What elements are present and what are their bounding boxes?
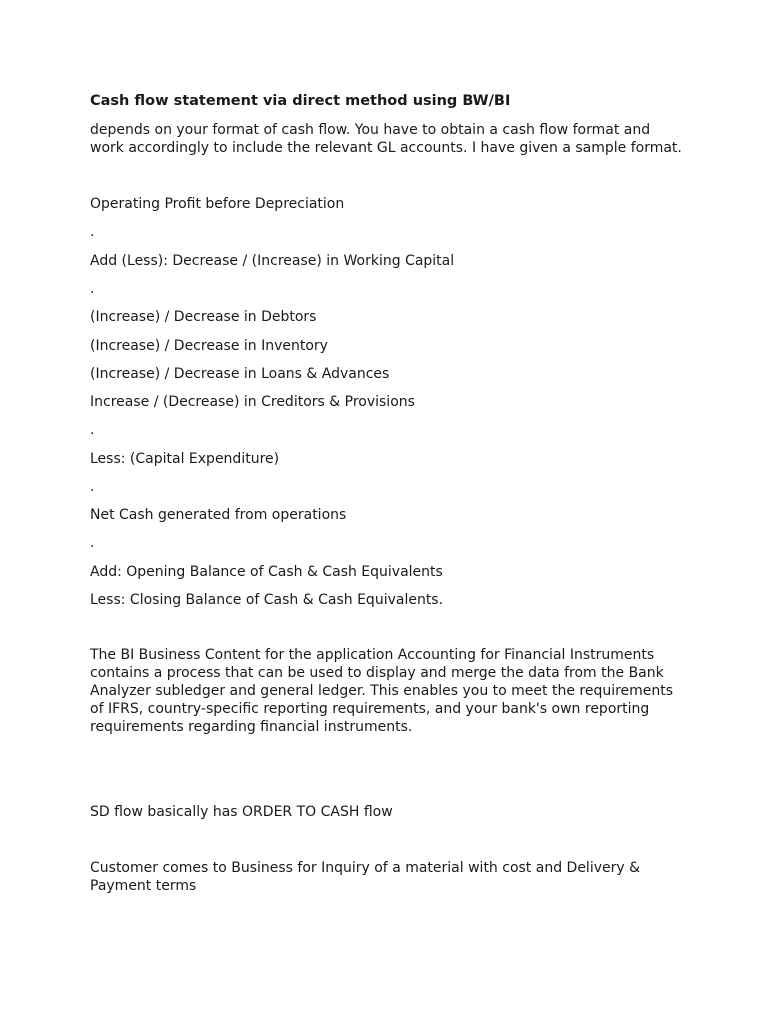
- bi-paragraph-line-5: requirements regarding financial instruments.: [90, 719, 413, 735]
- sd-flow-line: SD flow basically has ORDER TO CASH flow: [90, 804, 393, 820]
- format-capex: Less: (Capital Expenditure): [90, 451, 280, 467]
- format-operating-profit: Operating Profit before Depreciation: [90, 196, 345, 212]
- format-creditors: Increase / (Decrease) in Creditors & Provisions: [90, 394, 415, 410]
- document-title: Cash flow statement via direct method using BW/BI: [90, 93, 511, 109]
- bi-paragraph-line-1: The BI Business Content for the application Accounting for Financial Instruments: [90, 647, 655, 663]
- format-closing-balance: Less: Closing Balance of Cash & Cash Equivalents.: [90, 592, 444, 608]
- customer-line-1: Customer comes to Business for Inquiry of a material with cost and Delivery &: [90, 860, 641, 876]
- format-inventory: (Increase) / Decrease in Inventory: [90, 338, 328, 354]
- bi-paragraph-line-2: contains a process that can be used to display and merge the data from the Bank: [90, 665, 664, 681]
- format-separator-dot: .: [90, 422, 95, 438]
- bi-paragraph-line-4: of IFRS, country-specific reporting requirements, and your bank's own reporting: [90, 701, 650, 717]
- format-separator-dot: .: [90, 281, 95, 297]
- format-working-capital: Add (Less): Decrease / (Increase) in Working Capital: [90, 253, 455, 269]
- format-net-cash: Net Cash generated from operations: [90, 507, 347, 523]
- format-loans-advances: (Increase) / Decrease in Loans & Advances: [90, 366, 390, 382]
- intro-line-2: work accordingly to include the relevant GL accounts. I have given a sample format.: [90, 140, 682, 156]
- format-separator-dot: .: [90, 535, 95, 551]
- bi-paragraph-line-3: Analyzer subledger and general ledger. This enables you to meet the requirements: [90, 683, 674, 699]
- customer-line-2: Payment terms: [90, 878, 197, 894]
- format-opening-balance: Add: Opening Balance of Cash & Cash Equivalents: [90, 564, 443, 580]
- format-separator-dot: .: [90, 224, 95, 240]
- format-debtors: (Increase) / Decrease in Debtors: [90, 309, 317, 325]
- format-separator-dot: .: [90, 479, 95, 495]
- intro-line-1: depends on your format of cash flow. You have to obtain a cash flow format and: [90, 122, 651, 138]
